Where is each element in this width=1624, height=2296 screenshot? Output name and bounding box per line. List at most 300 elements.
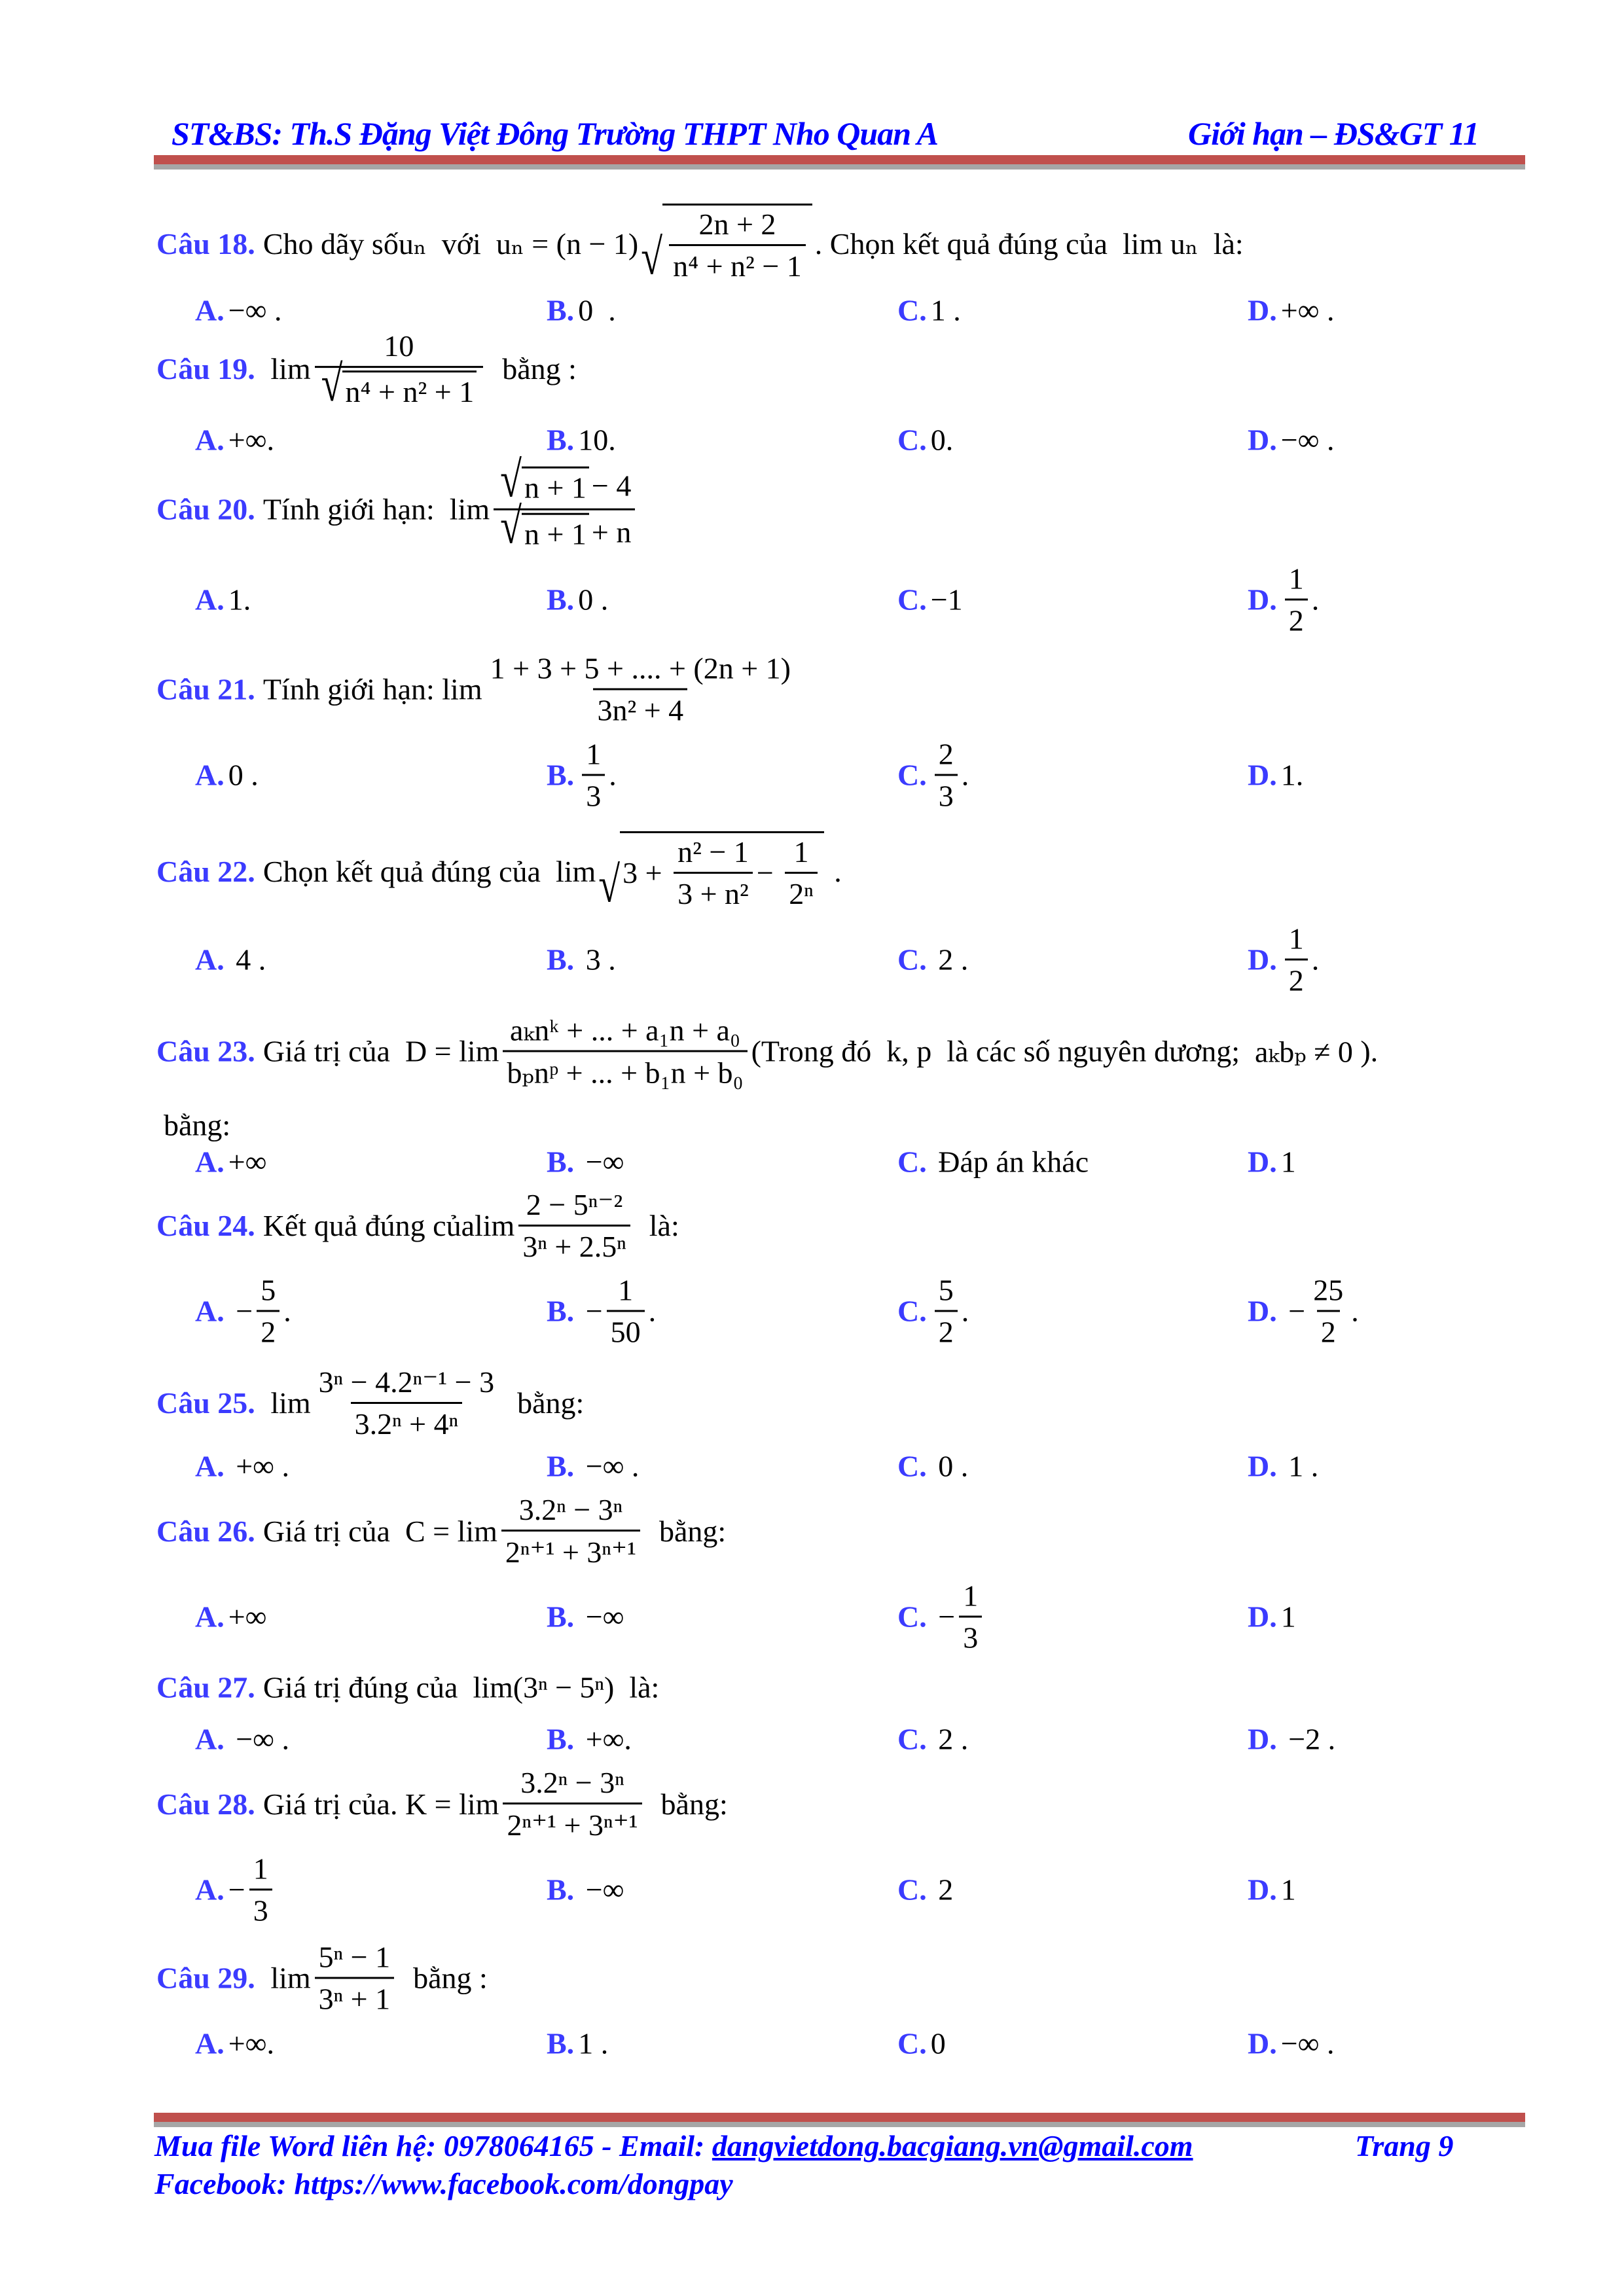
question-label: Câu 27. <box>156 1670 255 1704</box>
answer-letter: A. <box>195 583 225 617</box>
math-expression: −2 . <box>1280 1722 1336 1756</box>
answer-option[interactable] <box>1248 1722 1335 1757</box>
math-expression: +∞ . <box>228 1449 289 1483</box>
text: ). <box>1352 1034 1379 1068</box>
question-stem <box>156 1765 728 1842</box>
answer-letter: A. <box>195 2026 225 2060</box>
math-expression: − <box>930 1600 956 1634</box>
math-expression: uₙ = (n − 1) <box>496 227 639 260</box>
math-expression: 4 . <box>228 942 266 977</box>
text: bằng: <box>643 1514 727 1548</box>
answer-option[interactable] <box>1248 562 1319 638</box>
answer-option[interactable] <box>547 1722 632 1757</box>
answer-letter: D. <box>1248 1294 1277 1328</box>
answer-option[interactable] <box>195 1600 266 1634</box>
question-stem <box>156 1940 488 2017</box>
answer-letter: B. <box>547 293 575 327</box>
answer-letter: A. <box>195 942 225 977</box>
answer-letter: D. <box>1248 1449 1277 1483</box>
radicand <box>620 831 824 911</box>
question-label: Câu 25. <box>156 1386 255 1420</box>
math-text: 2 <box>1288 963 1304 997</box>
numerator <box>695 207 780 244</box>
numerator <box>790 834 813 872</box>
math-text: n + 1 <box>524 471 586 505</box>
question-label: Câu 20. <box>156 492 255 526</box>
answer-letter: C. <box>897 583 927 617</box>
answer-option[interactable] <box>195 1273 291 1350</box>
numerator <box>249 1852 272 1889</box>
fraction <box>959 1579 982 1655</box>
fraction <box>935 1273 958 1350</box>
answer-letter: C. <box>897 293 927 327</box>
question-label: Câu 23. <box>156 1034 255 1068</box>
question-stem <box>156 1013 1378 1090</box>
math-text: 50 <box>610 1315 641 1349</box>
denominator <box>518 1225 630 1264</box>
math-text: 1 + 3 + 5 + .... + (2n + 1) <box>490 651 791 685</box>
math-expression: . <box>609 758 617 792</box>
text: Tính giới hạn: <box>262 492 450 526</box>
answer-letter: D. <box>1248 1145 1277 1179</box>
denominator <box>257 1310 280 1350</box>
text: là các số nguyên dương; <box>931 1034 1255 1068</box>
answer-letter: B. <box>547 942 575 977</box>
answer-letter: A. <box>195 293 225 327</box>
question-stem <box>156 1364 584 1441</box>
answer-option[interactable] <box>897 293 961 328</box>
denominator <box>501 1530 640 1570</box>
question-label: Câu 22. <box>156 854 255 888</box>
denominator <box>959 1616 982 1655</box>
numerator <box>1285 922 1308 959</box>
text: Giá trị của <box>262 1787 390 1821</box>
fraction <box>1285 562 1308 638</box>
math-expression: −∞ . <box>1280 2026 1335 2060</box>
answer-option[interactable] <box>897 737 969 814</box>
fraction <box>249 1852 272 1928</box>
radicand <box>662 204 812 283</box>
answer-letter: A. <box>195 1145 225 1179</box>
answer-letter: A. <box>195 1294 225 1328</box>
math-expression: . <box>648 1294 657 1328</box>
answer-option[interactable] <box>547 1600 624 1634</box>
answer-option[interactable] <box>547 1145 624 1179</box>
question-label: Câu 28. <box>156 1787 255 1821</box>
math-expression: 1 . <box>1280 1449 1319 1483</box>
denominator <box>674 872 753 911</box>
answer-letter: C. <box>897 2026 927 2060</box>
answer-option[interactable] <box>1248 423 1334 457</box>
answer-option[interactable] <box>1248 1873 1296 1907</box>
answer-letter: C. <box>897 1873 927 1907</box>
answer-option[interactable] <box>547 1873 624 1907</box>
numerator <box>515 1492 626 1530</box>
math-expression: lim <box>449 492 490 526</box>
answer-option[interactable] <box>195 942 266 977</box>
math-text: 3n² + 4 <box>597 693 684 727</box>
math-expression: 2 . <box>930 942 969 977</box>
answer-option[interactable] <box>897 2026 946 2061</box>
math-expression: lim(3ⁿ − 5ⁿ) <box>473 1670 615 1704</box>
math-text: 3ⁿ + 2.5ⁿ <box>522 1230 626 1263</box>
math-expression: 10. <box>578 423 616 457</box>
math-expression: . <box>283 1294 291 1328</box>
denominator <box>351 1402 462 1441</box>
math-text: 10 <box>384 329 414 363</box>
math-text: 3 + <box>623 856 670 889</box>
math-text: 5 <box>938 1273 954 1307</box>
numerator <box>935 737 958 774</box>
answer-option[interactable] <box>547 583 608 617</box>
math-text: − 4 <box>591 469 632 503</box>
answer-letter: B. <box>547 1873 575 1907</box>
answer-option[interactable] <box>1248 1449 1318 1484</box>
radical-sign-icon: √ <box>321 355 343 412</box>
answer-letter: D. <box>1248 1722 1277 1756</box>
answer-letter: D. <box>1248 583 1277 617</box>
math-text: 2 <box>938 1315 954 1349</box>
text: Cho dãy số <box>262 226 399 260</box>
math-expression: 1 <box>1280 1600 1296 1634</box>
radical-sign-icon: √ <box>500 497 522 554</box>
answer-letter: A. <box>195 1600 225 1634</box>
text: Kết quả đúng của <box>262 1208 475 1242</box>
text: bằng: <box>502 1386 585 1420</box>
math-expression: 0 . <box>228 758 259 792</box>
math-expression: −∞ . <box>1280 423 1335 457</box>
answer-letter: A. <box>195 1873 225 1907</box>
math-expression: 0 . <box>930 1449 969 1483</box>
text: Giá trị của <box>262 1514 405 1548</box>
math-text: 3 + n² <box>677 877 749 910</box>
math-expression: k, p <box>886 1034 932 1068</box>
math-expression: . K = lim <box>389 1787 499 1821</box>
math-expression: 1 . <box>930 293 961 327</box>
text: Tính giới hạn: <box>262 672 442 706</box>
denominator <box>935 1310 958 1350</box>
footer-facebook: Facebook: https://www.facebook.com/dongpay <box>154 2167 733 2200</box>
answer-letter: D. <box>1248 758 1277 792</box>
denominator <box>249 1889 272 1928</box>
denominator <box>607 1310 645 1350</box>
answer-letter: C. <box>897 1145 927 1179</box>
math-expression: − <box>1280 1294 1306 1328</box>
question-stem <box>156 831 842 911</box>
text: với <box>426 226 496 260</box>
fraction <box>785 834 818 911</box>
math-expression: 1. <box>1280 758 1304 792</box>
answer-option[interactable] <box>897 423 953 457</box>
fraction <box>935 737 958 814</box>
header-divider-shadow <box>154 164 1525 170</box>
answer-option[interactable] <box>195 583 251 617</box>
answer-option[interactable] <box>1248 1273 1359 1350</box>
answer-letter: D. <box>1248 2026 1277 2060</box>
numerator <box>380 329 418 366</box>
math-text: 3ⁿ + 1 <box>318 1982 391 2016</box>
math-expression: 0 <box>930 2026 946 2060</box>
answer-option[interactable] <box>547 2026 608 2061</box>
text: Giá trị đúng của <box>262 1670 473 1704</box>
text: là: <box>614 1670 660 1704</box>
fraction <box>494 451 635 554</box>
math-expression: lim <box>442 672 482 706</box>
answer-option[interactable] <box>1248 1600 1296 1634</box>
math-text: 2ⁿ <box>789 877 814 910</box>
header-divider <box>154 155 1525 164</box>
footer-contact-text: Mua file Word liên hệ: 0978064165 - Email: <box>154 2129 712 2162</box>
numerator <box>315 1940 394 1977</box>
denominator <box>503 1803 641 1842</box>
answer-option[interactable] <box>547 1449 639 1484</box>
math-expression: 0 . <box>578 293 616 327</box>
math-expression: +∞ <box>228 1145 267 1179</box>
numerator <box>257 1273 280 1310</box>
answer-option[interactable] <box>897 1273 969 1350</box>
fraction <box>501 1492 640 1570</box>
answer-letter: A. <box>195 1722 225 1756</box>
text: bằng : <box>487 352 577 386</box>
math-text: 5ⁿ − 1 <box>318 1940 391 1974</box>
math-expression: 0 . <box>578 583 609 617</box>
denominator <box>1285 959 1308 998</box>
math-text: 25 <box>1313 1273 1344 1307</box>
math-text: 2ⁿ⁺¹ + 3ⁿ⁺¹ <box>507 1808 638 1842</box>
answer-letter: B. <box>547 2026 575 2060</box>
math-expression: −∞ <box>578 1145 624 1179</box>
answer-option[interactable] <box>195 1852 276 1928</box>
fraction <box>674 834 753 911</box>
numerator <box>582 737 605 774</box>
math-text: 1 <box>1288 922 1304 956</box>
math-expression: . <box>1311 942 1320 977</box>
question-continuation: bằng: <box>164 1108 231 1142</box>
math-expression: −∞ . <box>228 293 282 327</box>
question-stem <box>156 451 639 554</box>
fraction <box>518 1187 630 1264</box>
math-expression: lim <box>555 854 596 888</box>
math-text: 3 <box>586 779 602 813</box>
numerator <box>614 1273 637 1310</box>
answer-letter: C. <box>897 1600 927 1634</box>
math-text: 1 <box>963 1579 979 1613</box>
math-expression: uₙ <box>398 227 427 260</box>
math-text: 2 − 5ⁿ⁻² <box>526 1188 623 1221</box>
math-text: 3ⁿ − 4.2ⁿ⁻¹ − 3 <box>318 1365 495 1399</box>
text: (Trong đó <box>751 1034 887 1068</box>
math-expression: +∞ . <box>1280 293 1335 327</box>
math-text: 2n + 2 <box>698 207 776 241</box>
denominator <box>593 689 687 728</box>
math-expression: . <box>1311 583 1320 617</box>
math-text: 3.2ⁿ + 4ⁿ <box>354 1407 459 1441</box>
text: là: <box>1198 226 1244 260</box>
math-expression: − <box>228 1294 253 1328</box>
answer-letter: D. <box>1248 1600 1277 1634</box>
numerator <box>315 1364 498 1402</box>
footer-divider-shadow <box>154 2122 1525 2127</box>
math-expression: . <box>1351 1294 1359 1328</box>
math-text: 1 <box>253 1852 268 1886</box>
answer-letter: B. <box>547 1294 575 1328</box>
math-expression: −∞ <box>578 1873 624 1907</box>
numerator <box>506 1013 744 1050</box>
footer-contact <box>154 2128 1193 2163</box>
answer-option[interactable] <box>1248 922 1319 998</box>
numerator <box>522 1187 627 1225</box>
math-expression: − <box>228 1873 245 1907</box>
denominator <box>503 1050 747 1090</box>
answer-option[interactable] <box>195 1145 266 1179</box>
footer-divider <box>154 2113 1525 2122</box>
answer-letter: B. <box>547 1449 575 1483</box>
footer-email-link[interactable]: dangvietdong.bacgiang.vn@gmail.com <box>712 2129 1193 2162</box>
math-text: aₖnᵏ + ... + a₁n + a₀ <box>510 1013 740 1047</box>
answer-option[interactable] <box>547 737 617 814</box>
math-expression: 3 . <box>578 942 616 977</box>
math-expression: −∞ . <box>578 1449 640 1483</box>
math-text: 3.2ⁿ − 3ⁿ <box>518 1493 623 1526</box>
answer-option[interactable] <box>195 1722 289 1757</box>
answer-option[interactable] <box>1248 758 1303 793</box>
question-label: Câu 29. <box>156 1961 255 1995</box>
numerator <box>959 1579 982 1616</box>
math-expression: 1 <box>1280 1145 1296 1179</box>
text: . Chọn kết quả đúng của <box>814 226 1123 260</box>
math-text: 2 <box>938 737 954 771</box>
numerator <box>486 651 795 689</box>
answer-option[interactable] <box>547 942 616 977</box>
question-stem <box>156 651 799 728</box>
math-text: 2ⁿ⁺¹ + 3ⁿ⁺¹ <box>505 1535 636 1569</box>
answer-option[interactable] <box>195 293 281 328</box>
math-expression: lim uₙ <box>1122 227 1199 260</box>
fraction <box>607 1273 645 1350</box>
answer-option[interactable] <box>195 2026 274 2061</box>
answer-option[interactable] <box>1248 293 1334 328</box>
answer-letter: B. <box>547 1600 575 1634</box>
denominator <box>315 355 484 412</box>
math-text: 1 <box>793 835 809 869</box>
square-root <box>598 831 823 911</box>
math-expression: +∞ <box>228 1600 267 1634</box>
fraction <box>486 651 795 728</box>
fraction <box>315 1940 394 2017</box>
denominator <box>1285 599 1308 638</box>
math-expression: lim <box>262 1386 311 1420</box>
fraction <box>315 329 484 410</box>
answer-letter: D. <box>1248 423 1277 457</box>
math-text: 3 <box>253 1893 268 1928</box>
answer-option[interactable] <box>195 1449 289 1484</box>
answer-letter: B. <box>547 1722 575 1756</box>
header-left: ST&BS: Th.S Đặng Việt Đông Trường THPT Nho Quan A <box>171 115 938 152</box>
numerator <box>674 834 753 872</box>
page-number: Trang 9 <box>1355 2129 1454 2162</box>
answer-letter: C. <box>897 942 927 977</box>
math-text: n⁴ + n² − 1 <box>673 249 802 283</box>
answer-option[interactable] <box>547 423 616 457</box>
answer-letter: A. <box>195 423 225 457</box>
answer-letter: A. <box>195 758 225 792</box>
answer-option[interactable] <box>195 758 259 793</box>
question-stem <box>156 204 1244 283</box>
math-expression: 0. <box>930 423 954 457</box>
math-expression: aₖbₚ ≠ 0 <box>1255 1035 1353 1068</box>
math-expression: lim <box>262 1961 311 1995</box>
answer-letter: D. <box>1248 942 1277 977</box>
denominator <box>935 774 958 814</box>
text: . <box>826 854 842 888</box>
answer-option[interactable] <box>897 942 968 977</box>
answer-option[interactable] <box>897 1449 968 1484</box>
answer-option[interactable] <box>195 423 274 457</box>
question-stem <box>156 329 577 410</box>
answer-option[interactable] <box>547 1273 656 1350</box>
answer-option[interactable] <box>897 1579 986 1655</box>
radical-sign-icon: √ <box>500 451 522 508</box>
answer-option[interactable] <box>897 583 963 617</box>
answer-option[interactable] <box>1248 1145 1296 1179</box>
square-root <box>321 355 477 412</box>
math-expression: C = lim <box>405 1514 497 1548</box>
question-label: Câu 26. <box>156 1514 255 1548</box>
math-expression: lim <box>474 1208 515 1242</box>
denominator <box>315 1977 394 2017</box>
question-stem <box>156 1670 659 1705</box>
question-stem <box>156 1492 726 1570</box>
answer-option[interactable] <box>897 1873 953 1907</box>
numerator <box>516 1765 628 1803</box>
math-text: 1 <box>1288 562 1304 596</box>
question-label: Câu 21. <box>156 672 255 706</box>
math-expression: 1. <box>228 583 251 617</box>
answer-option[interactable] <box>547 293 616 328</box>
answer-letter: C. <box>897 1449 927 1483</box>
math-text: 1 <box>618 1273 634 1307</box>
math-text: 3.2ⁿ − 3ⁿ <box>520 1766 624 1799</box>
math-expression: . <box>961 1294 969 1328</box>
answer-option[interactable] <box>1248 2026 1334 2061</box>
answer-option[interactable] <box>897 1722 968 1757</box>
radicand <box>522 467 589 506</box>
math-text: 3 <box>938 779 954 813</box>
fraction <box>257 1273 280 1350</box>
fraction <box>503 1765 641 1842</box>
radical-sign-icon: √ <box>641 229 663 285</box>
math-text: n + 1 <box>524 517 586 551</box>
numerator <box>1285 562 1308 599</box>
answer-letter: B. <box>547 423 575 457</box>
math-expression: +∞. <box>578 1722 632 1756</box>
answer-option[interactable] <box>897 1145 1089 1179</box>
math-expression: 1 <box>1280 1873 1296 1907</box>
answer-letter: A. <box>195 1449 225 1483</box>
answer-letter: B. <box>547 758 575 792</box>
text: Giá trị của <box>262 1034 405 1068</box>
radicand <box>522 513 589 552</box>
math-text: bₚnᵖ + ... + b₁n + b₀ <box>507 1056 744 1090</box>
numerator <box>935 1273 958 1310</box>
denominator <box>1317 1310 1340 1350</box>
math-text: 5 <box>261 1273 276 1307</box>
math-text: 2 <box>1288 603 1304 637</box>
math-text: n² − 1 <box>677 835 749 869</box>
answer-letter: B. <box>547 1145 575 1179</box>
math-expression: 1 . <box>578 2026 609 2060</box>
fraction <box>315 1364 498 1441</box>
